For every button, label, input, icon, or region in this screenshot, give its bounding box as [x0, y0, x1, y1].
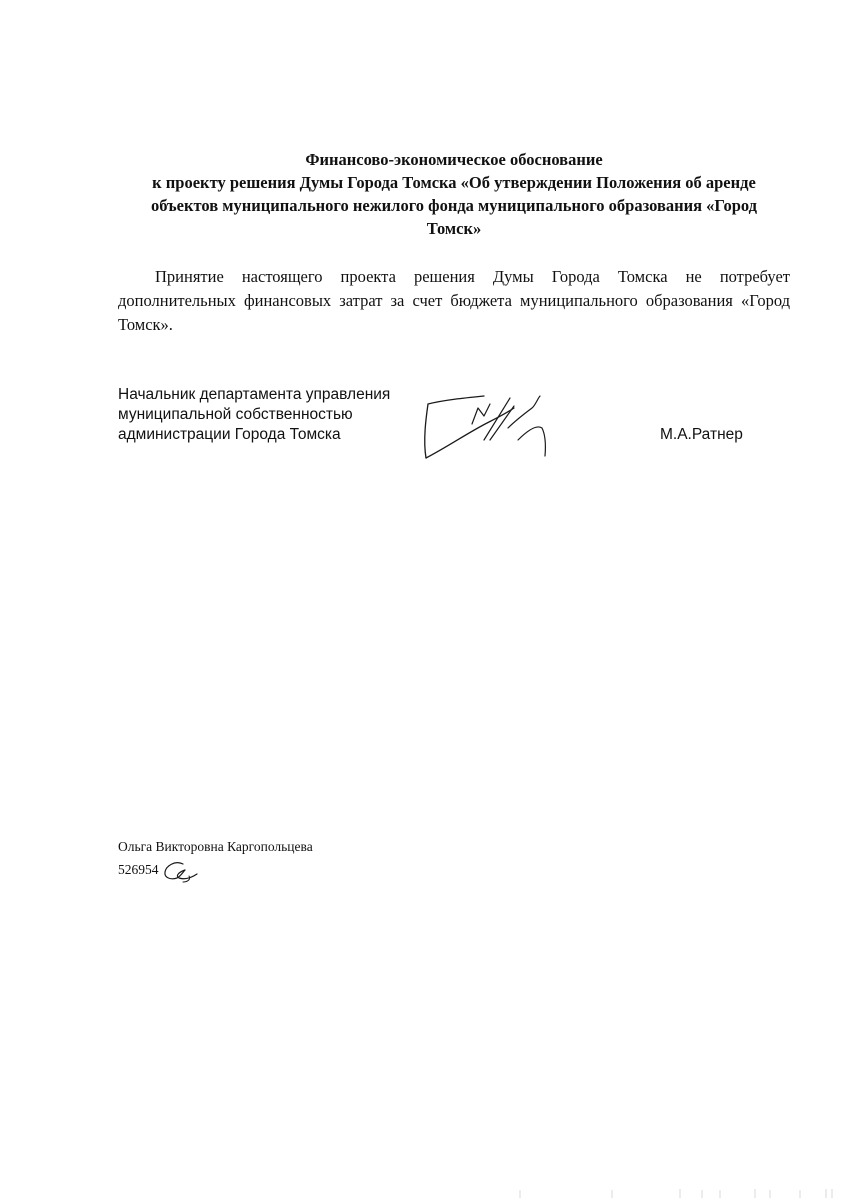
- executor-phone: 526954: [118, 862, 159, 877]
- signer-position: [118, 385, 418, 445]
- executor-phone-row: [118, 856, 313, 884]
- signature-icon: [414, 388, 554, 462]
- title-line: к проекту решения Думы Города Томска «Об утверждении Положения об аренде: [152, 173, 756, 192]
- executor-info: [118, 838, 313, 884]
- signer-position-line: администрации Города Томска: [118, 426, 341, 443]
- signer-position-line: муниципальной собственностью: [118, 406, 353, 423]
- body-paragraph: Принятие настоящего проекта решения Думы Города Томска не потребует дополнительных финансовых затрат за счет бюджета муниципального образования «Город Томск».: [118, 267, 790, 334]
- executor-name: Ольга Викторовна Каргопольцева: [118, 839, 313, 854]
- title-line: объектов муниципального нежилого фонда муниципального образования «Город: [150, 196, 758, 215]
- initials-icon: [161, 858, 201, 884]
- title-line: Томск»: [426, 219, 482, 238]
- signer-position-line: Начальник департамента управления: [118, 386, 391, 403]
- signer-name: М.А.Ратнер: [660, 426, 743, 443]
- document-title: [118, 148, 790, 240]
- title-line: Финансово-экономическое обоснование: [305, 150, 603, 169]
- scan-artifact-strip: [0, 1184, 850, 1202]
